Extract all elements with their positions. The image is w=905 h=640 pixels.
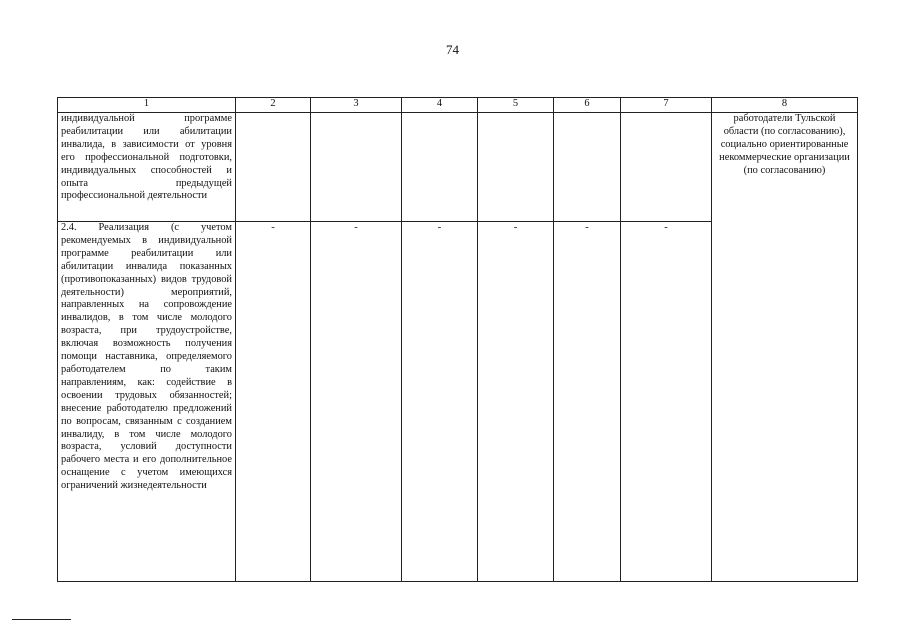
col-header-3: 3	[311, 98, 402, 113]
row-1-cell-4	[402, 113, 478, 222]
page-number: 74	[446, 42, 459, 57]
table-row	[58, 113, 858, 222]
col-header-6: 6	[554, 98, 621, 113]
row-2-cell-2: -	[236, 222, 311, 582]
row-2-cell-4: -	[402, 222, 478, 582]
col-header-5: 5	[478, 98, 554, 113]
row-2-description: 2.4. Реализация (с учетом рекомендуемых в индивидуальной программе реабилитации или абилитации инвалида показанных (противопоказанных) видов трудовой деятельности) мероприятий, направленных на сопровождение инвалидов, в том числе молодого возраста, при трудоустройстве, включая возможность получения помощи наставника, определяемого работодателем по таким направлениям, как: содействие в освоении трудовых обязанностей; внесение работодателю предложений по вопросам, связанным с созданием инвалиду, в том числе молодого возраста, условий доступности рабочего места и его дополнительное оснащение с учетом имеющихся ограничений жизнедеятельности	[58, 222, 236, 582]
col-header-1: 1	[58, 98, 236, 113]
footnote-rule	[12, 619, 71, 620]
activity-table	[57, 97, 858, 582]
row-1-cell-3	[311, 113, 402, 222]
executor-cell: работодатели Тульской области (по согласованию), социально ориентированные некоммерческие организации (по согласованию)	[712, 113, 858, 582]
header-row	[58, 98, 858, 113]
col-header-8: 8	[712, 98, 858, 113]
col-header-2: 2	[236, 98, 311, 113]
row-1-cell-5	[478, 113, 554, 222]
row-1-cell-7	[621, 113, 712, 222]
col-header-7: 7	[621, 98, 712, 113]
row-1-cell-2	[236, 113, 311, 222]
col-header-4: 4	[402, 98, 478, 113]
row-1-cell-6	[554, 113, 621, 222]
row-2-cell-3: -	[311, 222, 402, 582]
row-1-description: индивидуальной программе реабилитации или абилитации инвалида, в зависимости от уровня его профессиональной подготовки, индивидуальных способностей и опыта предыдущей профессиональной деятельности	[58, 113, 236, 222]
row-2-cell-6: -	[554, 222, 621, 582]
row-2-cell-5: -	[478, 222, 554, 582]
row-2-cell-7: -	[621, 222, 712, 582]
